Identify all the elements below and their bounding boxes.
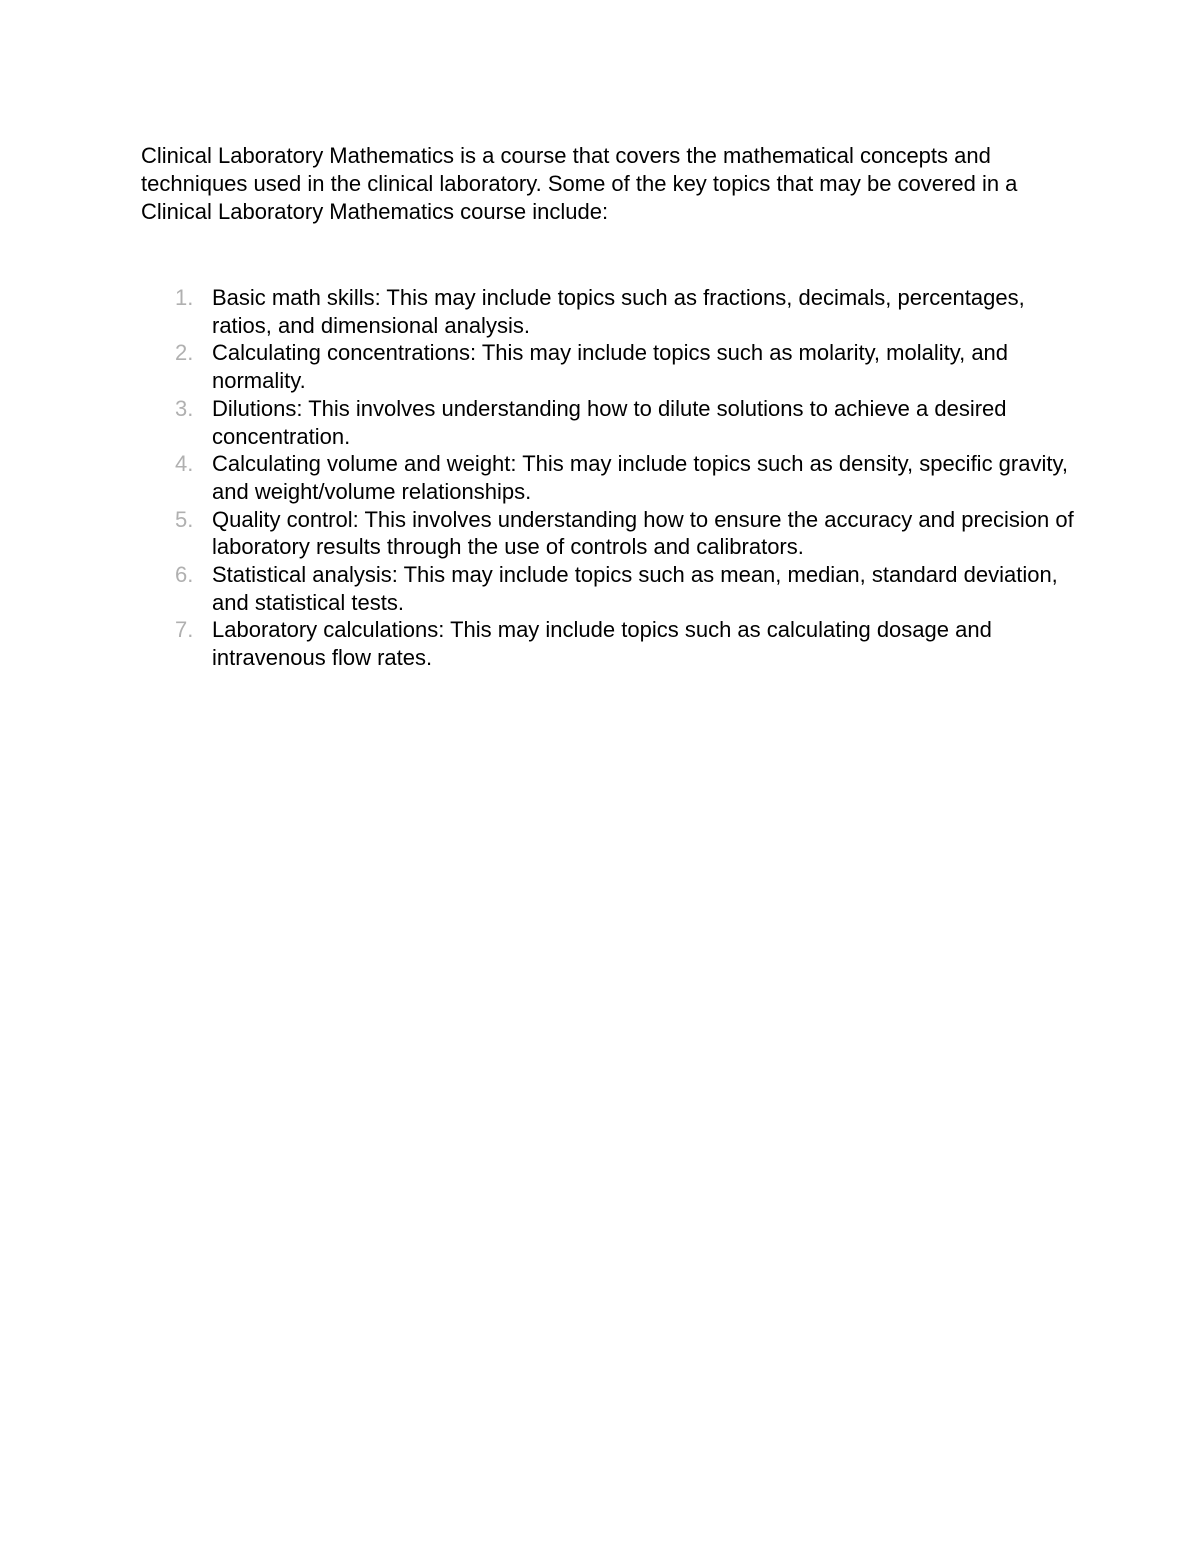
list-item-text: Statistical analysis: This may include topics such as mean, median, standard deviation, and statistical tests. [212, 562, 1058, 615]
list-item-text: Quality control: This involves understanding how to ensure the accuracy and precision of laboratory results through the use of controls and calibrators. [212, 506, 1074, 560]
list-item [141, 284, 1076, 339]
list-item [141, 395, 1076, 450]
list-item-number: 6. [175, 562, 194, 588]
intro-paragraph: Clinical Laboratory Mathematics is a course that covers the mathematical concepts and techniques used in the clinical laboratory. Some of the key topics that may be covered in a Clinical Laboratory Mathematics course include: [141, 143, 1018, 224]
list-item-number: 4. [175, 451, 194, 477]
list-item-text: Basic math skills: This may include topics such as fractions, decimals, percentages, ratios, and dimensional analysis. [212, 285, 1025, 338]
list-item [141, 561, 1076, 616]
list-item-number: 1. [175, 285, 194, 310]
list-item-number: 3. [175, 395, 194, 421]
list-item [141, 339, 1076, 394]
list-item-text: Laboratory calculations: This may include topics such as calculating dosage and intravenous flow rates. [212, 617, 992, 671]
topics-list [141, 284, 1076, 672]
list-item [141, 506, 1076, 561]
list-item-text: Calculating volume and weight: This may include topics such as density, specific gravity, and weight/volume relationships. [212, 451, 1068, 504]
list-item-number: 5. [175, 506, 194, 532]
list-item [141, 450, 1076, 505]
list-item-text: Calculating concentrations: This may include topics such as molarity, molality, and normality. [212, 340, 1009, 394]
list-item [141, 616, 1076, 671]
document-body [141, 142, 1076, 671]
list-item-number: 7. [175, 617, 194, 643]
list-item-text: Dilutions: This involves understanding how to dilute solutions to achieve a desired concentration. [212, 395, 1007, 449]
list-item-number: 2. [175, 340, 194, 366]
